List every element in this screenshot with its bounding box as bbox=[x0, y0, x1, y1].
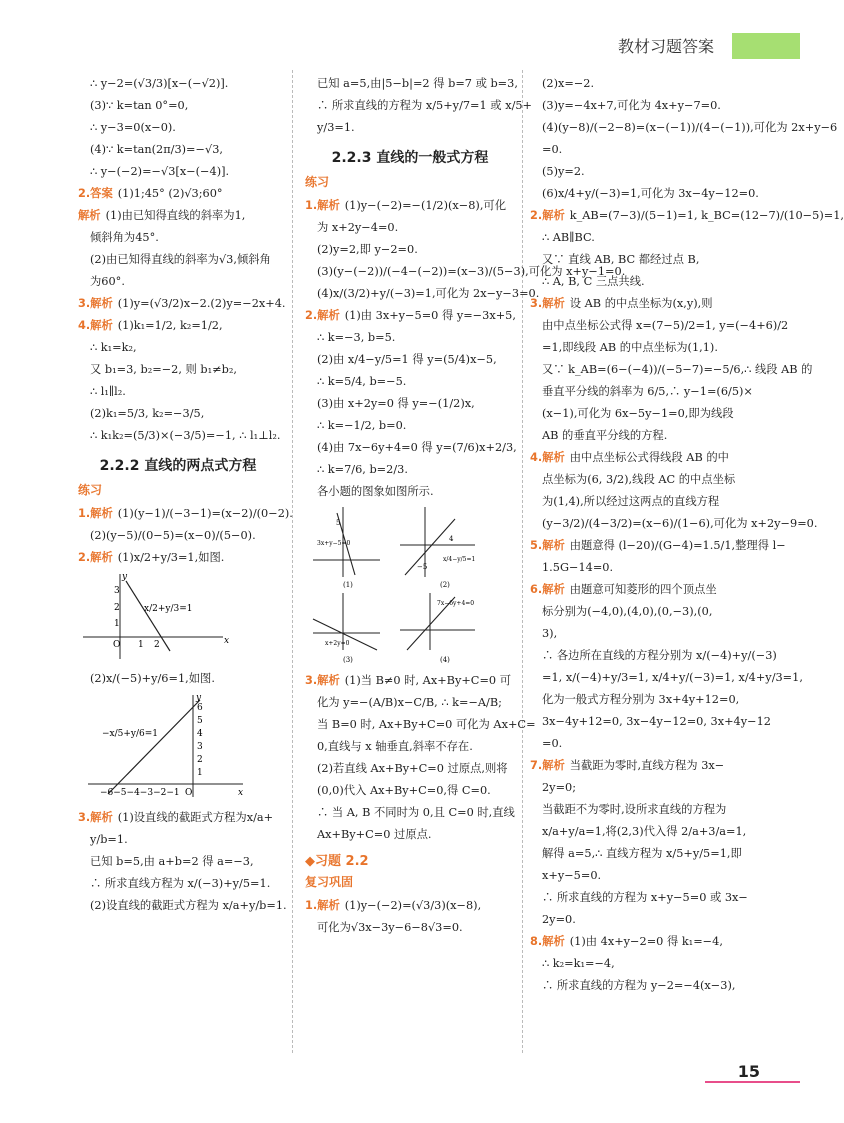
answer-line bbox=[78, 250, 278, 269]
answer-line bbox=[305, 328, 515, 347]
svg-text:(3): (3) bbox=[343, 656, 353, 664]
answer-text: 3x−4y+12=0, 3x−4y−12=0, 3x+4y−12 bbox=[542, 715, 771, 728]
svg-text:−6−5−4−3−2−1: −6−5−4−3−2−1 bbox=[100, 788, 180, 798]
answer-line bbox=[305, 918, 515, 937]
answer-text: ∴ 各边所在直线的方程分别为 x/(−4)+y/(−3) bbox=[542, 649, 777, 662]
column-divider bbox=[292, 70, 293, 1053]
section-title: 2.2.2 直线的两点式方程 bbox=[99, 458, 257, 474]
answer-line bbox=[305, 803, 515, 822]
answer-line bbox=[78, 852, 278, 871]
answer-text: (5)y=2. bbox=[542, 165, 585, 178]
answer-text: (2)x=−2. bbox=[542, 77, 595, 90]
answer-line bbox=[78, 316, 278, 335]
answer-line bbox=[305, 262, 626, 281]
answer-text: k_AB=(7−3)/(5−1)=1, k_BC=(12−7)/(10−5)=1, bbox=[569, 209, 844, 222]
answer-text: y/b=1. bbox=[90, 833, 128, 846]
answer-line bbox=[530, 866, 766, 885]
graph-equation-label: x/2+y/3=1 bbox=[144, 604, 193, 614]
answer-text: x/a+y/a=1,将(2,3)代入得 2/a+3/a=1, bbox=[542, 825, 747, 838]
answer-text: 2y=0; bbox=[542, 781, 577, 794]
answer-line bbox=[305, 825, 515, 844]
svg-text:3x+y−5=0: 3x+y−5=0 bbox=[317, 540, 351, 547]
answer-block bbox=[530, 74, 844, 995]
answer-line bbox=[78, 206, 278, 225]
answer-line bbox=[305, 306, 515, 325]
svg-text:x/4−y/5=1: x/4−y/5=1 bbox=[443, 556, 476, 563]
answer-line bbox=[530, 910, 766, 929]
svg-text:x: x bbox=[238, 788, 244, 798]
answer-line bbox=[305, 896, 515, 915]
svg-text:1: 1 bbox=[138, 640, 144, 650]
answer-line bbox=[530, 316, 789, 335]
answer-text: (2)由已知得直线的斜率为√3,倾斜角 bbox=[90, 253, 271, 266]
answer-text: 又∵ k_AB=(6−(−4))/(−5−7)=−5/6,∴ 线段 AB 的 bbox=[542, 363, 813, 376]
answer-text: 标分别为(−4,0),(4,0),(0,−3),(0, bbox=[542, 605, 713, 618]
answer-text: 又∵ 直线 AB, BC 都经过点 B, bbox=[542, 253, 700, 266]
answer-text: ∴ 所求直线的方程为 y−2=−4(x−3), bbox=[542, 979, 736, 992]
column-1 bbox=[78, 74, 293, 918]
answer-line bbox=[530, 118, 838, 137]
answer-text: 解得 a=5,∴ 直线方程为 x/5+y/5=1,即 bbox=[542, 847, 742, 860]
svg-text:x+2y=0: x+2y=0 bbox=[325, 640, 350, 647]
answer-line bbox=[305, 284, 540, 303]
answer-text: 2y=0. bbox=[542, 913, 576, 926]
answer-text: =1,即线段 AB 的中点坐标为(1,1). bbox=[542, 341, 718, 354]
answer-line bbox=[530, 932, 766, 951]
answer-line bbox=[530, 712, 771, 731]
answer-line bbox=[530, 382, 766, 401]
svg-text:4: 4 bbox=[449, 535, 454, 543]
answer-tag: 4.解析 bbox=[530, 451, 565, 464]
answer-text: =0. bbox=[542, 737, 563, 750]
answer-line bbox=[530, 426, 766, 445]
answer-line bbox=[78, 272, 278, 291]
svg-text:y: y bbox=[196, 693, 202, 703]
answer-tag: 3.解析 bbox=[530, 297, 565, 310]
answer-line bbox=[530, 800, 766, 819]
answer-tag: 1.解析 bbox=[305, 899, 340, 912]
svg-text:4: 4 bbox=[197, 729, 203, 739]
subsection-label: 练习 bbox=[78, 483, 103, 497]
answer-text: ∴ 所求直线方程为 x/(−3)+y/5=1. bbox=[90, 877, 271, 890]
answer-text: (2)k₁=5/3, k₂=−3/5, bbox=[90, 407, 205, 420]
answer-block bbox=[78, 669, 278, 688]
answer-text: 为 x+2y−4=0. bbox=[317, 221, 399, 234]
page-header-title: 教材习题答案 bbox=[617, 37, 714, 56]
graphs-grid bbox=[305, 505, 485, 665]
answer-line bbox=[530, 448, 766, 467]
answer-line bbox=[530, 250, 766, 269]
svg-text:(4): (4) bbox=[440, 656, 450, 664]
answer-line bbox=[305, 460, 515, 479]
answer-text: 当截距为零时,直线方程为 3x− bbox=[569, 759, 725, 772]
answer-text: 0,直线与 x 轴垂直,斜率不存在. bbox=[317, 740, 473, 753]
answer-text: (x−1),可化为 6x−5y−1=0,即为线段 bbox=[542, 407, 734, 420]
answer-line bbox=[78, 808, 278, 827]
answer-line bbox=[78, 228, 278, 247]
exercise-set-title: ◆习题 2.2 bbox=[305, 854, 369, 869]
answer-line bbox=[78, 404, 278, 423]
page-number: 15 bbox=[737, 1062, 760, 1081]
answer-text: 化为 y=−(A/B)x−C/B, ∴ k=−A/B; bbox=[317, 696, 502, 709]
answer-line bbox=[530, 184, 766, 203]
answer-text: 为60°. bbox=[90, 275, 125, 288]
svg-text:5: 5 bbox=[197, 716, 203, 726]
answer-tag: 4.解析 bbox=[78, 319, 113, 332]
answer-line bbox=[530, 646, 777, 665]
answer-line bbox=[78, 504, 293, 523]
answer-line bbox=[530, 492, 766, 511]
answer-text: 为(1,4),所以经过这两点的直线方程 bbox=[542, 495, 720, 508]
answer-text: (2)由 x/4−y/5=1 得 y=(5/4)x−5, bbox=[317, 353, 497, 366]
answer-text: ∴ k=−3, b=5. bbox=[317, 331, 396, 344]
answer-text: (4)∵ k=tan(2π/3)=−√3, bbox=[90, 143, 223, 156]
answer-line bbox=[530, 294, 766, 313]
answer-line bbox=[530, 668, 803, 687]
answer-line bbox=[305, 482, 515, 501]
answer-line bbox=[530, 470, 766, 489]
answer-line bbox=[530, 888, 766, 907]
answer-text: (2)设直线的截距式方程为 x/a+y/b=1. bbox=[90, 899, 287, 912]
answer-line bbox=[530, 558, 766, 577]
answer-text: 由中点坐标公式得 x=(7−5)/2=1, y=(−4+6)/2 bbox=[542, 319, 789, 332]
answer-text: (3)∵ k=tan 0°=0, bbox=[90, 99, 189, 112]
answer-line bbox=[530, 602, 766, 621]
answer-tag: 8.解析 bbox=[530, 935, 565, 948]
answer-line bbox=[78, 184, 278, 203]
answer-text: (4)x/(3/2)+y/(−3)=1,可化为 2x−y−3=0. bbox=[317, 287, 540, 300]
svg-text:O: O bbox=[185, 788, 193, 798]
answer-tag: 解析 bbox=[78, 209, 101, 222]
svg-text:3: 3 bbox=[114, 586, 120, 596]
svg-text:6: 6 bbox=[197, 703, 203, 713]
svg-text:2: 2 bbox=[154, 640, 160, 650]
answer-text: ∴ k₂=k₁=−4, bbox=[542, 957, 615, 970]
answer-text: (1)1;45° (2)√3;60° bbox=[117, 187, 223, 200]
answer-text: =1, x/(−4)+y/3=1, x/4+y/(−3)=1, x/4+y/3=1, bbox=[542, 671, 803, 684]
answer-line bbox=[305, 118, 515, 137]
answer-line bbox=[78, 74, 278, 93]
answer-line bbox=[305, 671, 515, 690]
answer-text: (2)若直线 Ax+By+C=0 过原点,则将 bbox=[317, 762, 508, 775]
answer-text: ∴ 所求直线的方程为 x+y−5=0 或 3x− bbox=[542, 891, 748, 904]
answer-line bbox=[305, 715, 536, 734]
answer-text: 化为一般式方程分别为 3x+4y+12=0, bbox=[542, 693, 740, 706]
answer-text: (4)由 7x−6y+4=0 得 y=(7/6)x+2/3, bbox=[317, 441, 517, 454]
answer-text: x+y−5=0. bbox=[542, 869, 602, 882]
answer-line bbox=[305, 218, 515, 237]
svg-text:O: O bbox=[113, 640, 121, 650]
section-title: 2.2.3 直线的一般式方程 bbox=[331, 150, 489, 166]
answer-line bbox=[78, 294, 286, 313]
answer-text: (1)y−(−2)=−(1/2)(x−8),可化 bbox=[344, 199, 507, 212]
answer-line bbox=[305, 438, 515, 457]
answer-line bbox=[530, 976, 766, 995]
svg-text:3: 3 bbox=[197, 742, 203, 752]
answer-text: ∴ l₁∥l₂. bbox=[90, 385, 126, 398]
answer-text: (y−3/2)/(4−3/2)=(x−6)/(1−6),可化为 x+2y−9=0. bbox=[542, 517, 818, 530]
answer-text: (2)y=2,即 y−2=0. bbox=[317, 243, 418, 256]
answer-text: (3)由 x+2y=0 得 y=−(1/2)x, bbox=[317, 397, 475, 410]
answer-line bbox=[530, 360, 813, 379]
answer-text: ∴ y−2=(√3/3)[x−(−√2)]. bbox=[90, 77, 229, 90]
svg-text:y: y bbox=[122, 572, 128, 582]
answer-text: (2)(y−5)/(0−5)=(x−0)/(5−0). bbox=[90, 529, 256, 542]
answer-line bbox=[305, 759, 515, 778]
graph-line-2 bbox=[78, 692, 248, 802]
answer-line bbox=[530, 844, 766, 863]
answer-text: 已知 b=5,由 a+b=2 得 a=−3, bbox=[90, 855, 254, 868]
answer-text: (1)(y−1)/(−3−1)=(x−2)/(0−2). bbox=[117, 507, 293, 520]
graph-line-1 bbox=[78, 571, 228, 663]
answer-line bbox=[530, 272, 766, 291]
answer-text: y/3=1. bbox=[317, 121, 355, 134]
answer-text: =0. bbox=[542, 143, 563, 156]
answer-line bbox=[78, 426, 281, 445]
answer-text: (1)由已知得直线的斜率为1, bbox=[105, 209, 246, 222]
answer-text: AB 的垂直平分线的方程. bbox=[542, 429, 668, 442]
answer-text: ∴ y−(−2)=−√3[x−(−4)]. bbox=[90, 165, 230, 178]
answer-text: Ax+By+C=0 过原点. bbox=[317, 828, 432, 841]
answer-line bbox=[78, 896, 287, 915]
answer-text: 由中点坐标公式得线段 AB 的中 bbox=[569, 451, 729, 464]
answer-line bbox=[78, 382, 278, 401]
svg-text:2: 2 bbox=[114, 603, 120, 613]
answer-text: (3)y=−4x+7,可化为 4x+y−7=0. bbox=[542, 99, 721, 112]
answer-text: (6)x/4+y/(−3)=1,可化为 3x−4y−12=0. bbox=[542, 187, 759, 200]
answer-text: (1)由 3x+y−5=0 得 y=−3x+5, bbox=[344, 309, 516, 322]
answer-line bbox=[530, 624, 766, 643]
answer-line bbox=[305, 394, 515, 413]
svg-text:5: 5 bbox=[336, 519, 341, 527]
answer-line bbox=[78, 140, 278, 159]
answer-block bbox=[78, 808, 287, 915]
answer-line bbox=[78, 162, 278, 181]
answer-tag: 3.解析 bbox=[78, 811, 113, 824]
subsection-label: 复习巩固 bbox=[305, 875, 354, 889]
graph-equation-label: −x/5+y/6=1 bbox=[102, 729, 159, 739]
answer-line bbox=[530, 338, 766, 357]
answer-text: ∴ k₁=k₂, bbox=[90, 341, 137, 354]
svg-text:2: 2 bbox=[197, 755, 203, 765]
answer-text: 又 b₁=3, b₂=−2, 则 b₁≠b₂, bbox=[90, 363, 238, 376]
answer-line bbox=[305, 96, 533, 115]
answer-line bbox=[530, 140, 766, 159]
answer-block bbox=[78, 504, 293, 567]
answer-text: (4)(y−8)/(−2−8)=(x−(−1))/(4−(−1)),可化为 2x+y−6 bbox=[542, 121, 838, 134]
answer-block bbox=[305, 74, 533, 137]
answer-text: 当 B=0 时, Ax+By+C=0 可化为 Ax+C= bbox=[317, 718, 536, 731]
answer-text: 由题意可知菱形的四个顶点坐 bbox=[569, 583, 717, 596]
answer-text: (1)y=(√3/2)x−2.(2)y=−2x+4. bbox=[117, 297, 286, 310]
answer-text: 倾斜角为45°. bbox=[90, 231, 159, 244]
answer-tag: 1.解析 bbox=[78, 507, 113, 520]
answer-text: ∴ k=−1/2, b=0. bbox=[317, 419, 407, 432]
answer-line bbox=[305, 416, 515, 435]
answer-tag: 2.答案 bbox=[78, 187, 113, 200]
answer-text: (0,0)代入 Ax+By+C=0,得 C=0. bbox=[317, 784, 491, 797]
answer-line bbox=[78, 118, 278, 137]
answer-line bbox=[530, 404, 766, 423]
answer-text: ∴ k=7/6, b=2/3. bbox=[317, 463, 408, 476]
answer-line bbox=[305, 372, 515, 391]
answer-text: (2)x/(−5)+y/6=1,如图. bbox=[90, 672, 215, 685]
answer-text: (3)(y−(−2))/(−4−(−2))=(x−3)/(5−3),可化为 x+y−1=0. bbox=[317, 265, 626, 278]
answer-text: 可化为√3x−3y−6−8√3=0. bbox=[317, 921, 463, 934]
answer-text: ∴ y−3=0(x−0). bbox=[90, 121, 176, 134]
svg-text:(1): (1) bbox=[343, 581, 353, 589]
answer-text: (1)x/2+y/3=1,如图. bbox=[117, 551, 225, 564]
answer-line bbox=[530, 756, 766, 775]
answer-line bbox=[530, 954, 766, 973]
answer-text: (1)y−(−2)=(√3/3)(x−8), bbox=[344, 899, 482, 912]
answer-line bbox=[530, 580, 766, 599]
answer-text: 当截距不为零时,设所求直线的方程为 bbox=[542, 803, 727, 816]
answer-line bbox=[530, 536, 786, 555]
answer-line bbox=[530, 162, 766, 181]
svg-text:1: 1 bbox=[197, 768, 203, 778]
answer-block bbox=[305, 896, 515, 937]
answer-line bbox=[530, 778, 766, 797]
svg-text:x: x bbox=[224, 636, 230, 646]
answer-block bbox=[305, 671, 536, 844]
svg-text:1: 1 bbox=[114, 619, 120, 629]
answer-line bbox=[530, 228, 766, 247]
answer-text: 设 AB 的中点坐标为(x,y),则 bbox=[569, 297, 713, 310]
answer-line bbox=[305, 74, 518, 93]
answer-tag: 1.解析 bbox=[305, 199, 340, 212]
answer-text: (1)由 4x+y−2=0 得 k₁=−4, bbox=[569, 935, 723, 948]
answer-line bbox=[530, 690, 766, 709]
answer-line bbox=[530, 96, 766, 115]
answer-line bbox=[305, 196, 515, 215]
answer-text: (1)设直线的截距式方程为x/a+ bbox=[117, 811, 274, 824]
answer-line bbox=[78, 96, 278, 115]
answer-line bbox=[530, 514, 818, 533]
svg-text:−5: −5 bbox=[417, 563, 428, 571]
answer-line bbox=[530, 822, 766, 841]
svg-text:(2): (2) bbox=[440, 581, 450, 589]
answer-text: 由题意得 (l−20)/(G−4)=1.5/1,整理得 l− bbox=[569, 539, 786, 552]
subsection-label: 练习 bbox=[305, 175, 330, 189]
answer-line bbox=[305, 240, 515, 259]
answer-tag: 2.解析 bbox=[530, 209, 565, 222]
answer-line bbox=[78, 874, 278, 893]
answer-text: (1)当 B≠0 时, Ax+By+C=0 可 bbox=[344, 674, 511, 687]
answer-text: 垂直平分线的斜率为 6/5,∴ y−1=(6/5)× bbox=[542, 385, 753, 398]
answer-text: 点坐标为(6, 3/2),线段 AC 的中点坐标 bbox=[542, 473, 736, 486]
column-divider bbox=[522, 70, 523, 1053]
answer-tag: 6.解析 bbox=[530, 583, 565, 596]
header-accent-bar bbox=[732, 33, 800, 59]
answer-text: ∴ 所求直线的方程为 x/5+y/7=1 或 x/5+ bbox=[317, 99, 533, 112]
answer-line bbox=[305, 693, 515, 712]
answer-line bbox=[78, 338, 278, 357]
answer-line bbox=[78, 360, 278, 379]
answer-text: ∴ k=5/4, b=−5. bbox=[317, 375, 407, 388]
answer-tag: 3.解析 bbox=[78, 297, 113, 310]
answer-line bbox=[530, 206, 844, 225]
answer-text: (1)k₁=1/2, k₂=1/2, bbox=[117, 319, 223, 332]
answer-line bbox=[305, 350, 515, 369]
answer-tag: 3.解析 bbox=[305, 674, 340, 687]
answer-line bbox=[305, 737, 515, 756]
answer-line bbox=[530, 74, 766, 93]
answer-line bbox=[78, 669, 278, 688]
answer-tag: 2.解析 bbox=[305, 309, 340, 322]
answer-tag: 5.解析 bbox=[530, 539, 565, 552]
svg-text:7x−6y+4=0: 7x−6y+4=0 bbox=[437, 600, 475, 607]
answer-tag: 7.解析 bbox=[530, 759, 565, 772]
answer-text: 各小题的图象如图所示. bbox=[317, 485, 434, 498]
column-3 bbox=[530, 74, 844, 998]
answer-text: ∴ 当 A, B 不同时为 0,且 C=0 时,直线 bbox=[317, 806, 515, 819]
answer-text: 3), bbox=[542, 627, 558, 640]
answer-tag: 2.解析 bbox=[78, 551, 113, 564]
answer-line bbox=[305, 781, 515, 800]
page-number-underline bbox=[705, 1081, 800, 1083]
answer-line bbox=[78, 830, 278, 849]
answer-text: 1.5G−14=0. bbox=[542, 561, 614, 574]
answer-line bbox=[530, 734, 766, 753]
answer-text: ∴ AB∥BC. bbox=[542, 231, 595, 244]
answer-text: ∴ k₁k₂=(5/3)×(−3/5)=−1, ∴ l₁⊥l₂. bbox=[90, 429, 281, 442]
answer-block bbox=[78, 74, 286, 445]
answer-text: ∴ A, B, C 三点共线. bbox=[542, 275, 645, 288]
answer-line bbox=[78, 526, 278, 545]
answer-line bbox=[78, 548, 278, 567]
answer-text: 已知 a=5,由|5−b|=2 得 b=7 或 b=3, bbox=[317, 77, 518, 90]
